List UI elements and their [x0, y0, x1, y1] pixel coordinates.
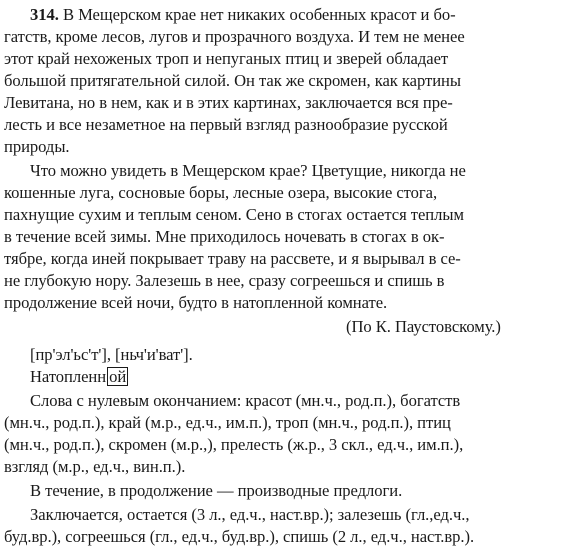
paragraph-2-line-3: пахнущие сухим и теплым сеном. Сено в стогах остается теплым — [4, 205, 464, 224]
paragraph-2-line-1: Что можно увидеть в Мещерском крае? Цветущие, никогда не — [30, 161, 466, 180]
paragraph-1-line-4: большой притягательной силой. Он так же скромен, как картины — [4, 71, 461, 90]
paragraph-1-line-2: гатств, кроме лесов, лугов и прозрачного воздуха. И тем не менее — [4, 27, 465, 46]
word-ending-box: ой — [109, 367, 127, 386]
nul-endings-line-1: Слова с нулевым окончанием: красот (мн.ч., род.п.), богатств — [30, 391, 461, 410]
exercise-number: 314. — [30, 5, 59, 24]
paragraph-1-line-1: 314. В Мещерском крае нет никаких особенных красот и бо- — [30, 5, 456, 24]
paragraph-2-line-4: в течение всей зимы. Мне приходилось ночевать в стогах в ок- — [4, 227, 445, 246]
paragraph-2-line-6: не глубокую нору. Залезешь в нее, сразу согреешься и спишь в — [4, 271, 445, 290]
paragraph-1-line-6: лесть и все незаметное на первый взгляд разнообразие русской — [4, 115, 448, 134]
prepositions-note: В течение, в продолжение — производные предлоги. — [30, 481, 403, 500]
nul-endings-line-4: взгляд (м.р., ед.ч., вин.п.). — [4, 457, 186, 476]
word-morphemic-analysis — [30, 366, 128, 388]
verbs-line-2: буд.вр.), согреешься (гл., ед.ч., буд.вр.), спишь (2 л., ед.ч., наст.вр.). — [4, 527, 475, 546]
nul-endings-line-2: (мн.ч., род.п.), край (м.р., ед.ч., им.п.), троп (мн.ч., род.п.), птиц — [4, 413, 451, 432]
paragraph-1-line-3: этот край нехоженых троп и непуганых птиц и зверей обладает — [4, 49, 449, 68]
verbs-line-1: Заключается, остается (3 л., ед.ч., наст.вр.); залезешь (гл.,ед.ч., — [30, 505, 470, 524]
word-stem: Натопленн — [30, 367, 107, 386]
paragraph-2-line-5: тябре, когда иней покрывает траву на рассвете, и я вырывал в се- — [4, 249, 461, 268]
paragraph-2-line-7: продолжение всей ночи, будто в натопленной комнате. — [4, 293, 388, 312]
paragraph-1-line-5: Левитана, но в нем, как и в этих картинах, заключается вся пре- — [4, 93, 453, 112]
phonetic-transcription: [пр'эл'ьс'т'], [ньч'и'ват']. — [30, 345, 193, 364]
paragraph-1-line-7: природы. — [4, 137, 70, 156]
nul-endings-line-3: (мн.ч., род.п.), скромен (м.р.,), прелесть (ж.р., 3 скл., ед.ч., им.п.), — [4, 435, 464, 454]
paragraph-2-line-2: кошенные луга, сосновые боры, лесные озера, высокие стога, — [4, 183, 438, 202]
source-attribution: (По К. Паустовскому.) — [346, 317, 501, 336]
